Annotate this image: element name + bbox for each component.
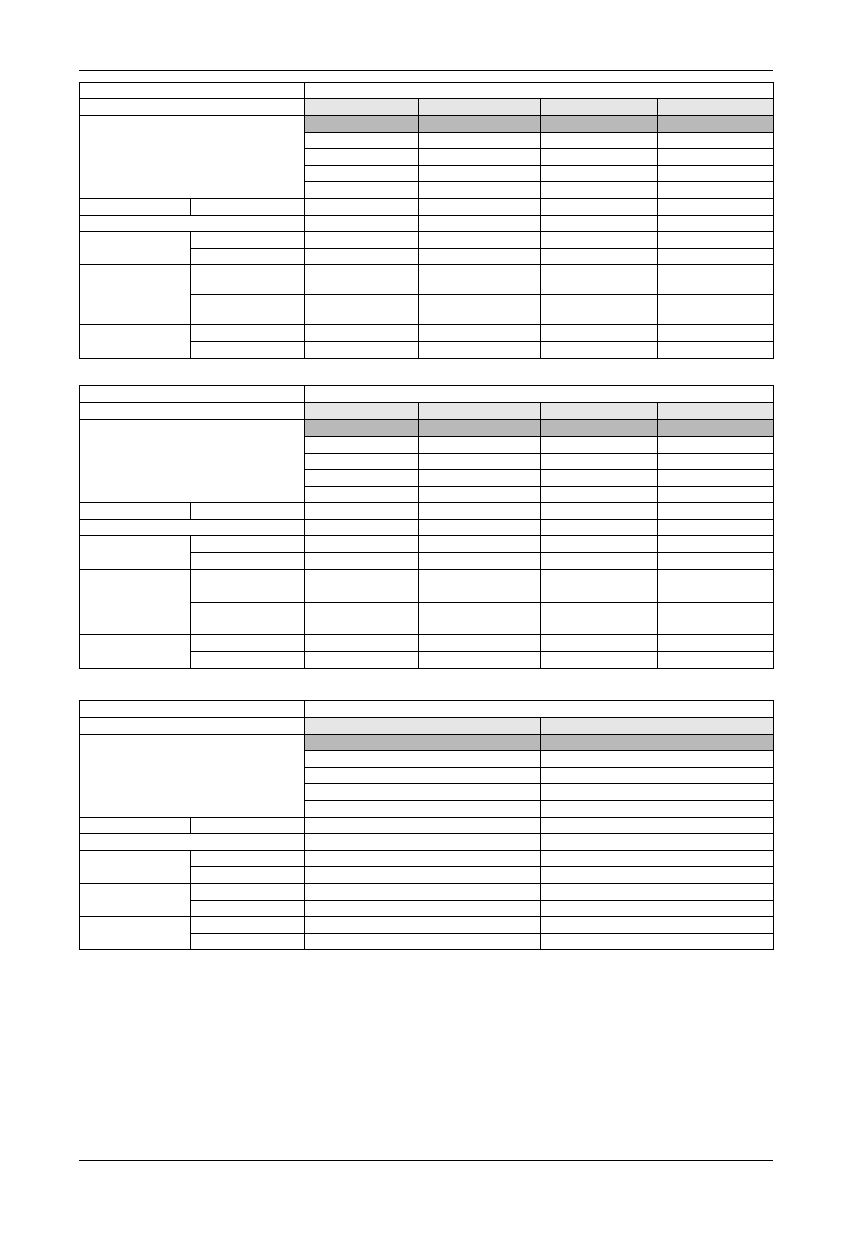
table-cell [305, 216, 419, 232]
table-cell [80, 635, 191, 669]
table-cell [658, 570, 774, 603]
table-cell [80, 884, 191, 917]
table-cell [305, 249, 419, 265]
table-cell [305, 325, 419, 342]
table-cell [658, 295, 774, 325]
table-cell [658, 166, 774, 182]
table-cell [305, 917, 541, 934]
table-row [80, 570, 774, 603]
table-cell [191, 818, 305, 834]
table-cell [419, 635, 541, 652]
table-cell [305, 386, 774, 403]
table-cell [80, 851, 191, 884]
table-row [80, 851, 774, 867]
table-cell [80, 520, 305, 536]
table-cell [658, 133, 774, 149]
table-cell [305, 784, 541, 801]
table-cell [541, 437, 658, 454]
model-header-cell [541, 99, 658, 116]
table-cell [541, 635, 658, 652]
table-cell [541, 470, 658, 487]
table-cell [80, 503, 191, 520]
table-cell [658, 454, 774, 470]
spec-table-3 [79, 700, 774, 950]
table-cell [419, 520, 541, 536]
table-row [80, 635, 774, 652]
table-cell [305, 232, 419, 249]
table-cell [80, 386, 305, 403]
table-cell [419, 199, 541, 216]
subheader-cell [541, 420, 658, 437]
table-cell [658, 249, 774, 265]
table-cell [658, 470, 774, 487]
table-cell [305, 768, 541, 784]
table-cell [305, 437, 419, 454]
table-cell [80, 325, 191, 359]
table-cell [541, 249, 658, 265]
table-cell [80, 818, 191, 834]
table-row [80, 216, 774, 232]
table-cell [541, 295, 658, 325]
model-header-cell [305, 99, 419, 116]
subheader-cell [419, 420, 541, 437]
table-cell [541, 182, 658, 199]
table-cell [541, 166, 658, 182]
table-cell [658, 437, 774, 454]
table-cell [541, 570, 658, 603]
model-header-cell [658, 403, 774, 420]
table-row [80, 325, 774, 342]
table-cell [305, 867, 541, 884]
table-cell [541, 520, 658, 536]
table-cell [541, 133, 658, 149]
table-cell [541, 232, 658, 249]
subheader-cell [541, 116, 658, 133]
table-cell [305, 751, 541, 768]
table-cell [305, 801, 541, 818]
table-cell [541, 265, 658, 295]
table-cell [658, 553, 774, 570]
table-cell [80, 232, 191, 265]
table-cell [191, 342, 305, 359]
table-cell [80, 216, 305, 232]
table-cell [305, 503, 419, 520]
table-cell [305, 520, 419, 536]
table-cell [541, 884, 774, 901]
table-cell [305, 652, 419, 669]
table-cell [80, 420, 305, 503]
table-row [80, 265, 774, 295]
table-cell [658, 635, 774, 652]
table-cell [305, 536, 419, 553]
table-cell [80, 701, 305, 718]
table-cell [191, 295, 305, 325]
table-cell [658, 325, 774, 342]
page-footer-rule [79, 1160, 773, 1161]
table-cell [658, 232, 774, 249]
table-cell [541, 325, 658, 342]
table-cell [305, 487, 419, 503]
table-cell [658, 520, 774, 536]
table-cell [305, 265, 419, 295]
table-cell [419, 487, 541, 503]
table-cell [80, 99, 305, 116]
table-cell [541, 934, 774, 950]
table-cell [305, 570, 419, 603]
table-cell [658, 182, 774, 199]
table-cell [419, 570, 541, 603]
table-row [80, 818, 774, 834]
model-header-cell [658, 99, 774, 116]
table-cell [191, 553, 305, 570]
table-cell [305, 553, 419, 570]
table-cell [191, 199, 305, 216]
table-cell [658, 199, 774, 216]
subheader-cell [658, 116, 774, 133]
table-cell [80, 116, 305, 199]
table-cell [305, 818, 541, 834]
table-cell [541, 784, 774, 801]
table-cell [305, 470, 419, 487]
table-cell [305, 934, 541, 950]
table-row [80, 420, 774, 437]
table-row [80, 386, 774, 403]
table-cell [658, 536, 774, 553]
table-cell [305, 454, 419, 470]
table-cell [80, 570, 191, 635]
subheader-cell [541, 735, 774, 751]
table-cell [80, 917, 191, 950]
table-cell [191, 901, 305, 917]
table-row [80, 83, 774, 99]
table-cell [191, 232, 305, 249]
table-cell [419, 652, 541, 669]
table-cell [305, 834, 541, 851]
table-cell [305, 701, 774, 718]
table-cell [191, 265, 305, 295]
table-cell [541, 553, 658, 570]
table-cell [305, 83, 774, 99]
table-cell [305, 603, 419, 635]
table-cell [541, 342, 658, 359]
table-cell [305, 166, 419, 182]
table-cell [305, 635, 419, 652]
table-cell [80, 718, 305, 735]
table-cell [191, 934, 305, 950]
table-cell [191, 917, 305, 934]
table-cell [658, 487, 774, 503]
table-cell [191, 503, 305, 520]
table-cell [541, 536, 658, 553]
table-cell [80, 403, 305, 420]
table-cell [541, 603, 658, 635]
table-cell [658, 342, 774, 359]
table-row [80, 884, 774, 901]
table-cell [541, 801, 774, 818]
table-cell [305, 342, 419, 359]
table-row [80, 520, 774, 536]
table-cell [80, 199, 191, 216]
table-cell [191, 851, 305, 867]
table-cell [191, 249, 305, 265]
table-cell [419, 265, 541, 295]
table-cell [541, 818, 774, 834]
table-cell [305, 182, 419, 199]
table-cell [541, 751, 774, 768]
page-header-rule [79, 70, 773, 71]
table-cell [305, 133, 419, 149]
table-cell [80, 83, 305, 99]
table-cell [419, 182, 541, 199]
table-cell [658, 149, 774, 166]
table-cell [419, 437, 541, 454]
table-row [80, 116, 774, 133]
table-row [80, 99, 774, 116]
table-cell [191, 536, 305, 553]
table-row [80, 536, 774, 553]
subheader-cell [658, 420, 774, 437]
table-cell [658, 216, 774, 232]
table-cell [305, 851, 541, 867]
table-cell [419, 295, 541, 325]
table-cell [541, 454, 658, 470]
table-cell [541, 216, 658, 232]
table-cell [419, 249, 541, 265]
table-cell [305, 149, 419, 166]
table-cell [658, 603, 774, 635]
table-cell [658, 503, 774, 520]
table-cell [305, 199, 419, 216]
spec-table-1 [79, 82, 774, 359]
table-cell [80, 735, 305, 818]
table-cell [658, 652, 774, 669]
table-cell [419, 232, 541, 249]
table-row [80, 232, 774, 249]
table-row [80, 917, 774, 934]
table-cell [541, 867, 774, 884]
table-cell [541, 487, 658, 503]
table-cell [80, 265, 191, 325]
table-cell [541, 851, 774, 867]
table-cell [419, 470, 541, 487]
table-cell [419, 166, 541, 182]
table-row [80, 701, 774, 718]
table-cell [419, 553, 541, 570]
table-row [80, 199, 774, 216]
table-cell [191, 867, 305, 884]
table-cell [191, 635, 305, 652]
table-cell [419, 536, 541, 553]
table-cell [541, 901, 774, 917]
table-cell [541, 199, 658, 216]
table-cell [191, 603, 305, 635]
table-cell [541, 503, 658, 520]
table-cell [419, 325, 541, 342]
table-row [80, 718, 774, 735]
subheader-cell [419, 116, 541, 133]
table-cell [305, 884, 541, 901]
model-header-cell [419, 403, 541, 420]
table-cell [419, 216, 541, 232]
model-header-cell [541, 718, 774, 735]
table-cell [191, 652, 305, 669]
table-cell [305, 901, 541, 917]
table-cell [419, 133, 541, 149]
spec-table-2 [79, 385, 774, 669]
table-cell [419, 503, 541, 520]
subheader-cell [305, 116, 419, 133]
table-cell [80, 834, 305, 851]
model-header-cell [305, 403, 419, 420]
table-cell [419, 342, 541, 359]
table-cell [191, 570, 305, 603]
table-cell [541, 652, 658, 669]
table-row [80, 503, 774, 520]
table-cell [191, 884, 305, 901]
table-cell [80, 536, 191, 570]
table-cell [541, 834, 774, 851]
subheader-cell [305, 420, 419, 437]
table-row [80, 735, 774, 751]
table-cell [419, 603, 541, 635]
table-cell [305, 295, 419, 325]
table-cell [419, 454, 541, 470]
table-row [80, 403, 774, 420]
model-header-cell [305, 718, 541, 735]
table-cell [419, 149, 541, 166]
table-cell [658, 265, 774, 295]
model-header-cell [541, 403, 658, 420]
table-row [80, 834, 774, 851]
table-cell [541, 149, 658, 166]
table-cell [191, 325, 305, 342]
subheader-cell [305, 735, 541, 751]
table-cell [541, 768, 774, 784]
table-cell [541, 917, 774, 934]
model-header-cell [419, 99, 541, 116]
